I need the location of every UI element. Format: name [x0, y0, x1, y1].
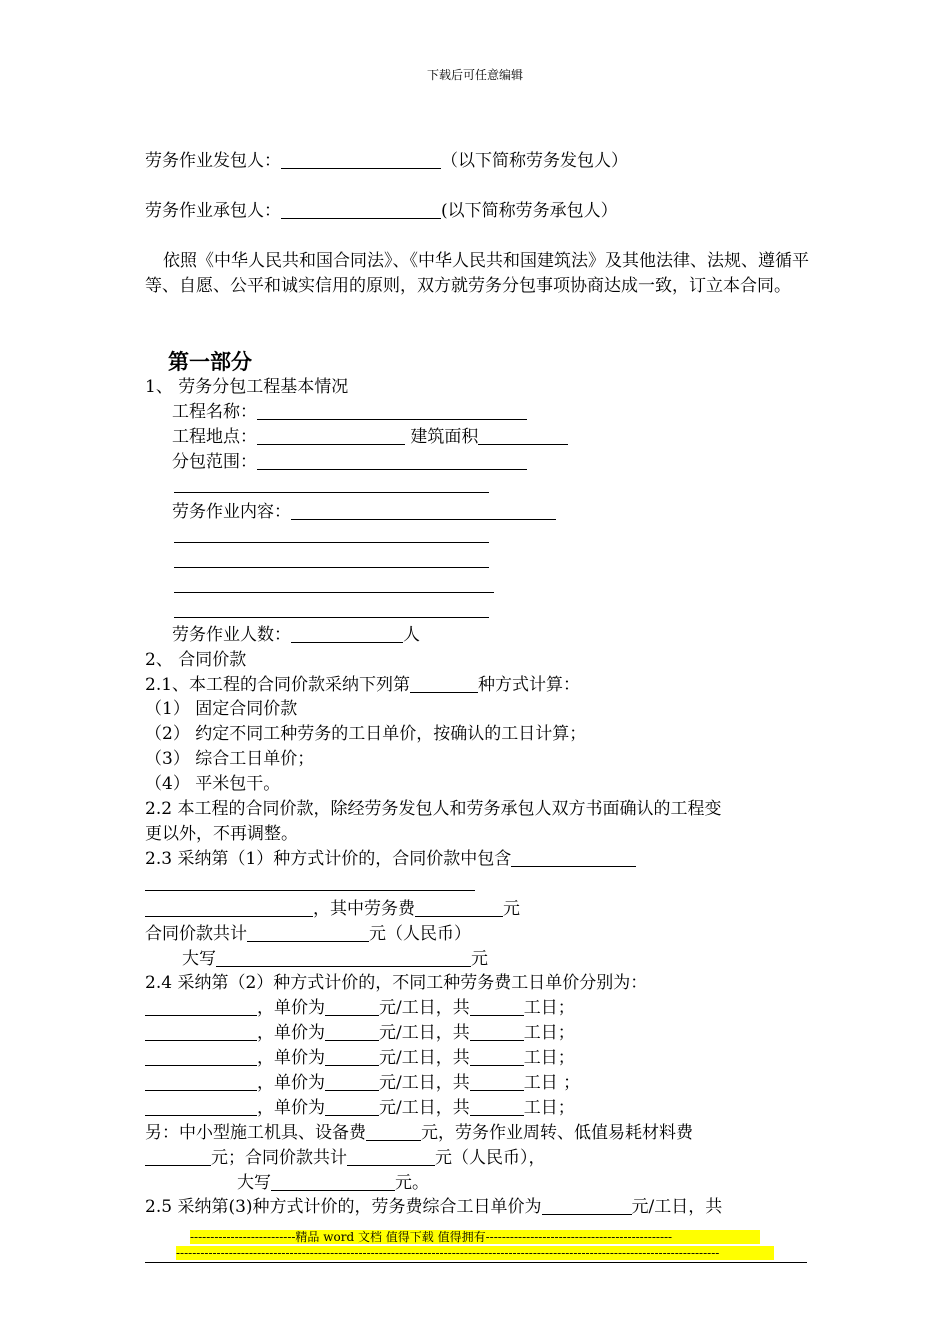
project-name-line [172, 401, 527, 423]
scope-blank-2 [174, 492, 489, 493]
trade-row-3 [145, 1047, 575, 1069]
equipment-label: 另：中小型施工机具、设备费 [145, 1123, 366, 1143]
contractor-label: 劳务作业承包人： [145, 201, 281, 221]
days-blank [470, 1023, 524, 1041]
section-2-1-tail: 种方式计算： [478, 675, 581, 695]
trade-blank [145, 1073, 257, 1091]
floor-area-blank [478, 427, 568, 445]
work-content-blank-2 [174, 542, 489, 543]
option-4: （4） 平米包干。 [145, 774, 281, 794]
scope-line [172, 451, 527, 473]
unit-price-label: ，单价为 [257, 998, 325, 1018]
unit-price-label: ，单价为 [257, 1098, 325, 1118]
per-day-label: 元/工日，共 [379, 1098, 470, 1118]
employer-line [145, 150, 628, 172]
work-content-blank [291, 502, 556, 520]
other-total-blank [347, 1148, 435, 1166]
option-3: （3） 综合工日单价； [145, 749, 315, 769]
work-content-blank-5 [174, 617, 489, 618]
project-name-blank [257, 402, 527, 420]
work-content-blank-4 [174, 592, 494, 593]
total-blank [247, 924, 369, 942]
other-total-line [145, 1147, 546, 1169]
materials-label: 元，劳务作业周转、低值易耗材料费 [421, 1123, 693, 1143]
capital-yuan: 元 [471, 949, 488, 969]
other-rmb: 元（人民币）， [435, 1148, 546, 1168]
section-2-2-line1: 2.2 本工程的合同价款，除经劳务发包人和劳务承包人双方书面确认的工程变 [145, 799, 722, 819]
days-blank [470, 1098, 524, 1116]
price-blank [325, 1023, 379, 1041]
employer-suffix: （以下简称劳务发包人） [441, 151, 628, 171]
unit-price-label: ，单价为 [257, 1073, 325, 1093]
project-site-blank [257, 427, 405, 445]
footer-banner-2: -------------------------------------------------------------------------------------------------------------------------------------- [176, 1246, 774, 1260]
trade-row-1 [145, 997, 575, 1019]
option-2: （2） 约定不同工种劳务的工日单价，按确认的工日计算； [145, 724, 587, 744]
section-2-3-text: 2.3 采纳第（1）种方式计价的，合同价款中包含 [145, 849, 512, 869]
unit-price-label: ，单价为 [257, 1023, 325, 1043]
days-label: 工日； [523, 1048, 575, 1068]
days-label: 工日； [523, 1098, 575, 1118]
total-label: 合同价款共计 [145, 924, 247, 944]
capital-line [182, 948, 488, 970]
footer-banner-1: --------------------------精品 word 文档 值得下载 值得拥有---------------------------------------------- [190, 1230, 760, 1244]
section-2-1-text: 2.1、本工程的合同价款采纳下列第 [145, 675, 411, 695]
person-unit: 人 [403, 625, 420, 645]
per-day-label: 元/工日，共 [379, 1073, 470, 1093]
employer-blank [281, 151, 441, 169]
other-costs-line [145, 1122, 693, 1144]
equipment-blank [366, 1123, 421, 1141]
days-label: 工日； [523, 998, 575, 1018]
work-content-blank-3 [174, 567, 489, 568]
capital-label: 大写 [237, 1173, 271, 1193]
capital-yuan: 元。 [395, 1173, 429, 1193]
option-1: （1） 固定合同价款 [145, 699, 298, 719]
trade-row-2 [145, 1022, 575, 1044]
included-items-blank-2 [145, 890, 475, 891]
method-number-blank [410, 675, 478, 693]
labor-fee-blank [415, 899, 503, 917]
workers-line [172, 624, 420, 646]
daily-rate-blank [542, 1197, 632, 1215]
capital-label: 大写 [182, 949, 216, 969]
days-label: 工日 ； [523, 1073, 581, 1093]
section-2-5-tail: 元/工日，共 [631, 1197, 723, 1217]
yuan-unit: 元 [503, 899, 520, 919]
workers-label: 劳务作业人数： [172, 625, 291, 645]
section-2-title: 2、 合同价款 [145, 650, 247, 670]
included-items-blank [511, 849, 636, 867]
project-site-line [172, 426, 568, 448]
per-day-label: 元/工日，共 [379, 998, 470, 1018]
section-2-2-line2: 更以外，不再调整。 [145, 824, 298, 844]
scope-blank [257, 452, 527, 470]
work-content-label: 劳务作业内容： [172, 502, 291, 522]
price-blank [325, 1073, 379, 1091]
item-blank [145, 899, 313, 917]
days-blank [470, 1048, 524, 1066]
rmb-unit: 元（人民币） [369, 924, 471, 944]
price-blank [325, 998, 379, 1016]
project-name-label: 工程名称： [172, 402, 257, 422]
header-note: 下载后可任意编辑 [426, 68, 523, 82]
section-2-3 [145, 848, 636, 870]
days-blank [470, 1073, 524, 1091]
project-site-label: 工程地点： [172, 427, 257, 447]
labor-fee-label: ，其中劳务费 [313, 899, 415, 919]
contractor-line [145, 200, 618, 222]
capital-blank [271, 1173, 395, 1191]
footer-rule [145, 1262, 807, 1263]
trade-blank [145, 1048, 257, 1066]
unit-price-label: ，单价为 [257, 1048, 325, 1068]
work-content-line [172, 501, 556, 523]
workers-blank [291, 625, 403, 643]
section-2-5-text: 2.5 采纳第(3)种方式计价的，劳务费综合工日单价为 [145, 1197, 542, 1217]
section-2-5 [145, 1196, 722, 1218]
employer-label: 劳务作业发包人： [145, 151, 281, 171]
labor-fee-line [145, 898, 520, 920]
floor-area-label: 建筑面积 [410, 427, 479, 447]
materials-blank [145, 1148, 211, 1166]
trade-blank [145, 1023, 257, 1041]
section-2-1 [145, 674, 580, 696]
price-blank [325, 1098, 379, 1116]
trade-row-5 [145, 1097, 575, 1119]
capital-blank [216, 949, 471, 967]
scope-label: 分包范围： [172, 452, 257, 472]
contractor-suffix: (以下简称劳务承包人） [441, 201, 618, 221]
trade-blank [145, 1098, 257, 1116]
per-day-label: 元/工日，共 [379, 1023, 470, 1043]
section-2-4: 2.4 采纳第（2）种方式计价的，不同工种劳务费工日单价分别为： [145, 973, 648, 993]
total-line [145, 923, 471, 945]
contractor-blank [281, 201, 441, 219]
part-one-title: 第一部分 [168, 349, 252, 374]
days-blank [470, 998, 524, 1016]
trade-blank [145, 998, 257, 1016]
per-day-label: 元/工日，共 [379, 1048, 470, 1068]
other-capital-line [237, 1172, 429, 1194]
price-blank [325, 1048, 379, 1066]
trade-row-4 [145, 1072, 580, 1094]
intro-paragraph: 依照《中华人民共和国合同法》、《中华人民共和国建筑法》及其他法律、法规、遵循平等、自愿、公平和诚实信用的原则，双方就劳务分包事项协商达成一致，订立本合同。 [145, 251, 809, 296]
section-1-title: 1、 劳务分包工程基本情况 [145, 377, 349, 397]
days-label: 工日； [523, 1023, 575, 1043]
other-total-label: 元；合同价款共计 [211, 1148, 347, 1168]
